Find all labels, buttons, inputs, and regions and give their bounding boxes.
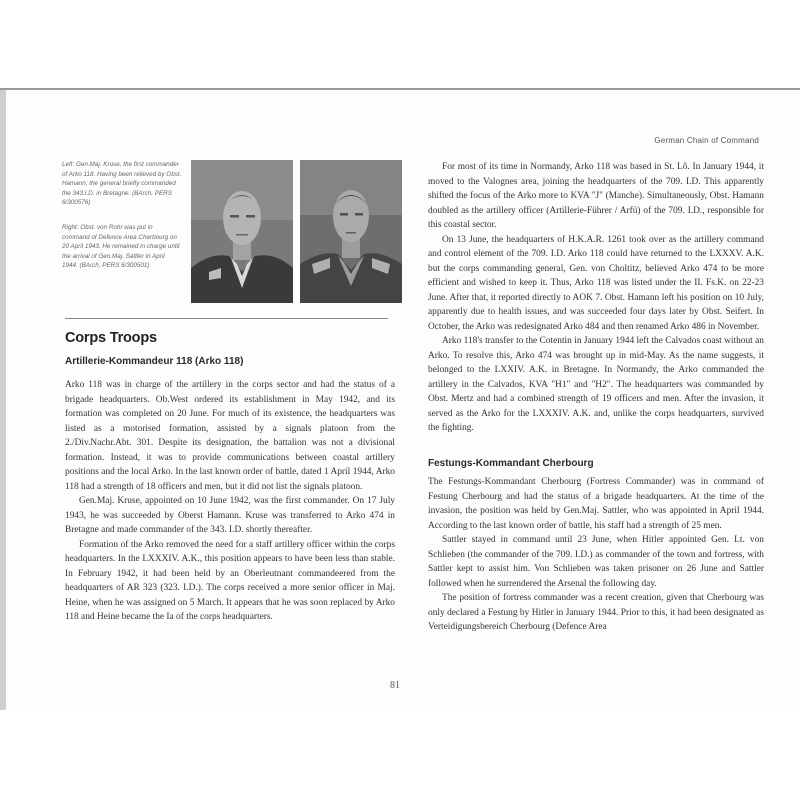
left-text-column	[65, 378, 395, 625]
subheading-festungs-kommandant: Festungs-Kommandant Cherbourg	[428, 458, 594, 469]
paragraph: Arko 118's transfer to the Cotentin in January 1944 left the Calvados coast without an Arko. To resolve this, Arko 474 was brought up in mid-May. As the name suggests, it belonged to the LXXIV. A.K. in Bretagne. In Normandy, the Arko commanded the artillery in the Calvados, KVA "H1" and "H2". The headquarters was commanded by Obst. Mertz and had a combined strength of 19 officers and men. After the invasion, it served as the Arko for the LXXXIV. A.K. and, unlike the corps headquarters, survived the fighting.	[428, 336, 764, 433]
right-text-column-top	[428, 160, 764, 436]
page-gutter	[0, 90, 6, 710]
section-divider	[65, 318, 388, 319]
paragraph: Formation of the Arko removed the need for a staff artillery officer within the corps headquarters. In the LXXXIV. A.K., this position appears to have been less than stable. In February 1942, it had been held by an Oberleutnant commandeered from the headquarters of AR 323 (323. I.D.). The corps received a more senior officer in Maj. Heine, when he was assigned on 5 March. It appears that he was soon replaced by Arko 118 and Heine became the Ia of the corps headquarters.	[65, 539, 395, 622]
paragraph: The Festungs-Kommandant Cherbourg (Fortress Commander) was in command of Festung Cherbourg and had the status of a brigade headquarters. At the time of the invasion, the position was held by Gen.Maj. Sattler, who was appointed in April 1944. According to the last known order of battle, his staff had a strength of 25 men.	[428, 477, 764, 531]
subheading-arko-118: Artillerie-Kommandeur 118 (Arko 118)	[65, 356, 244, 367]
paragraph: On 13 June, the headquarters of H.K.A.R. 1261 took over as the artillery command and control element of the 709. I.D. Arko 118 could have returned to the LXXXV. A.K. but the corps commanding general, Gen. von Choltitz, believed Arko 474 to be more efficient and wished to keep it. Thus, Arko 118 was listed under the II. Fs.K. on 22-23 June. After that, it reported directly to AOK 7. Obst. Hamann left his position on 10 July, apparently due to health issues, and was succeeded four days later by Obst. Seifert. In October, the Arko was redesignated Arko 484 and then renamed Arko 486 in November.	[428, 234, 764, 332]
page-number: 81	[390, 680, 400, 691]
right-text-column-bottom	[428, 475, 764, 635]
paragraph: Sattler stayed in command until 23 June, when Hitler appointed Gen. Lt. von Schlieben (the commander of the 709. I.D.) as commander of the town and fortress, with Sattler kept to assist him. Von Schlieben was taken prisoner on 26 June and Sattler followed when he surrendered the Arsenal the following day.	[428, 535, 764, 589]
paragraph: Gen.Maj. Kruse, appointed on 10 June 1942, was the first commander. On 17 July 1943, he was succeeded by Oberst Hamann. Kruse was transferred to Arko 474 in Bretagne and made commander of the 343. I.D. shortly thereafter.	[65, 496, 395, 535]
paragraph: For most of its time in Normandy, Arko 118 was based in St. Lô. In January 1944, it moved to the Valognes area, joining the headquarters of the 709. I.D. This apparently shifted the focus of the Arko more to KVA "J" (Manche). Simultaneously, Obst. Hamann doubled as the artillery officer (Artillerie-Führer / Arfü) of the 709. I.D., responsible for this coastal sector.	[428, 162, 764, 230]
portrait-photo-kruse	[191, 160, 293, 303]
photo-caption-left: Left: Gen.Maj. Kruse, the first commander of Arko 118. Having been relieved by Obst. Hamann, the general briefly commanded the 343.I.D. in Bretagne. (BArch, PERS 6/300576)	[62, 161, 182, 207]
paragraph: Arko 118 was in charge of the artillery in the corps sector and had the status of a brigade headquarters. Ob.West ordered its establishment in May 1942, and its formation was completed on 20 June. For much of its existence, the headquarters was listed as a motorised formation, assisted by a signals platoon from the 2./Div.Nachr.Abt. 301. Despite its designation, the battalion was not a divisional formation. Instead, it was to provide communications between coastal artillery positions and the local Arko. In the last known order of battle, dated 1 April 1944, Arko 118 had a strength of 18 officers and men, but it did not list the signals platoon.	[65, 380, 395, 492]
section-heading-corps-troops: Corps Troops	[65, 330, 157, 346]
running-head: German Chain of Command	[654, 136, 759, 145]
portrait-photo-von-rohr	[300, 160, 402, 303]
photo-caption-right: Right: Obst. von Rohr was put in command of Defence Area Cherbourg on 20 April 1943. He remained in charge until the arrival of Gen.Maj. Sattler in April 1944. (BArch, PERS 6/300501)	[62, 224, 180, 270]
paragraph: The position of fortress commander was a recent creation, given that Cherbourg was only declared a Festung by Hitler in January 1944. Prior to this, it had been designated as Verteidigungsbereich Cherbourg (Defence Area	[428, 593, 764, 632]
